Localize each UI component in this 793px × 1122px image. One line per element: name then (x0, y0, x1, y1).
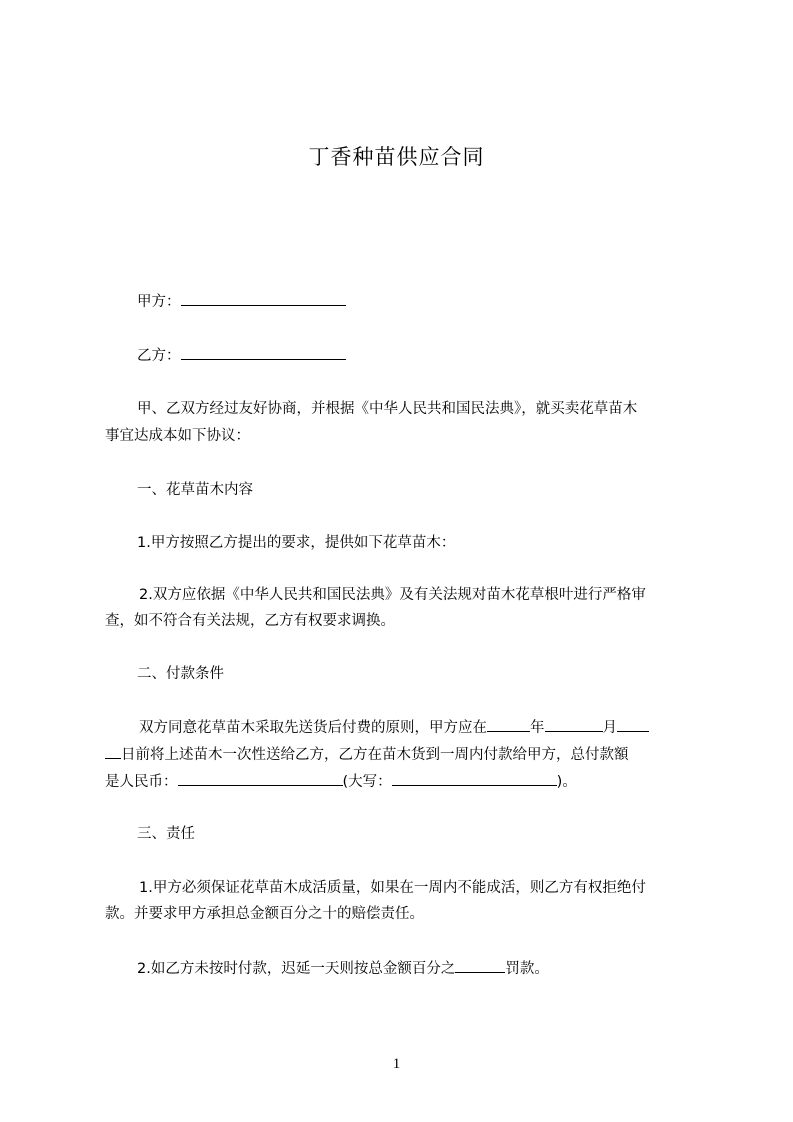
clause-3-1-line-2: 款。并要求甲方承担总金额百分之十的赔偿责任。 (105, 906, 424, 922)
clause-3-2-end: 罚款。 (505, 961, 549, 977)
payment-amount-uppercase-blank[interactable] (392, 771, 557, 786)
payment-amount-blank[interactable] (178, 771, 343, 786)
payment-amount-uppercase-label: (大写： (342, 774, 392, 790)
party-b-label: 乙方： (137, 348, 181, 364)
section-2-heading: 二、付款条件 (137, 666, 224, 682)
penalty-percent-blank[interactable] (455, 958, 505, 973)
payment-line-1 (139, 717, 735, 738)
party-b-line (137, 345, 733, 366)
payment-day-blank-end[interactable] (105, 744, 121, 759)
payment-amount-label: 是人民币： (105, 774, 178, 790)
clause-1-1: 1.甲方按照乙方提出的要求，提供如下花草苗木： (137, 535, 456, 551)
payment-year-label: 年 (530, 720, 545, 736)
payment-line-2-text: 日前将上述苗木一次性送给乙方，乙方在苗木货到一周内付款给甲方，总付款額 (121, 747, 629, 763)
clause-3-2-text: 2.如乙方未按时付款，迟延一天则按总金额百分之 (137, 961, 456, 977)
document-title: 丁香种苗供应合同 (308, 145, 485, 169)
payment-amount-close: )。 (556, 774, 577, 790)
payment-month-label: 月 (602, 720, 617, 736)
page-number: 1 (392, 1056, 401, 1072)
payment-line-1-text: 双方同意花草苗木采取先送货后付费的原则，甲方应在 (139, 720, 487, 736)
intro-line-2: 事宜达成本如下协议： (105, 428, 250, 444)
payment-line-3 (105, 771, 701, 792)
intro-line-1: 甲、乙双方经过友好协商，并根据《中华人民共和国民法典》，就买卖花草苗木 (137, 401, 638, 417)
section-3-heading: 三、责任 (137, 826, 195, 842)
clause-1-2-line-1: 2.双方应依据《中华人民共和国民法典》及有关法规对苗木花草根叶进行严格审 (139, 587, 646, 603)
clause-3-2 (137, 958, 733, 979)
clause-1-2-line-2: 查，如不符合有关法规，乙方有权要求调换。 (105, 613, 395, 629)
payment-day-blank-start[interactable] (617, 717, 649, 732)
payment-month-blank[interactable] (545, 717, 603, 732)
party-a-line (137, 291, 733, 312)
payment-year-blank[interactable] (487, 717, 530, 732)
party-a-blank[interactable] (181, 291, 346, 306)
party-b-blank[interactable] (181, 345, 346, 360)
section-1-heading: 一、花草苗木内容 (137, 482, 253, 498)
payment-line-2 (105, 744, 701, 765)
clause-3-1-line-1: 1.甲方必须保证花草苗木成活质量，如果在一周内不能成活，则乙方有权拒绝付 (139, 880, 646, 896)
party-a-label: 甲方： (137, 294, 181, 310)
